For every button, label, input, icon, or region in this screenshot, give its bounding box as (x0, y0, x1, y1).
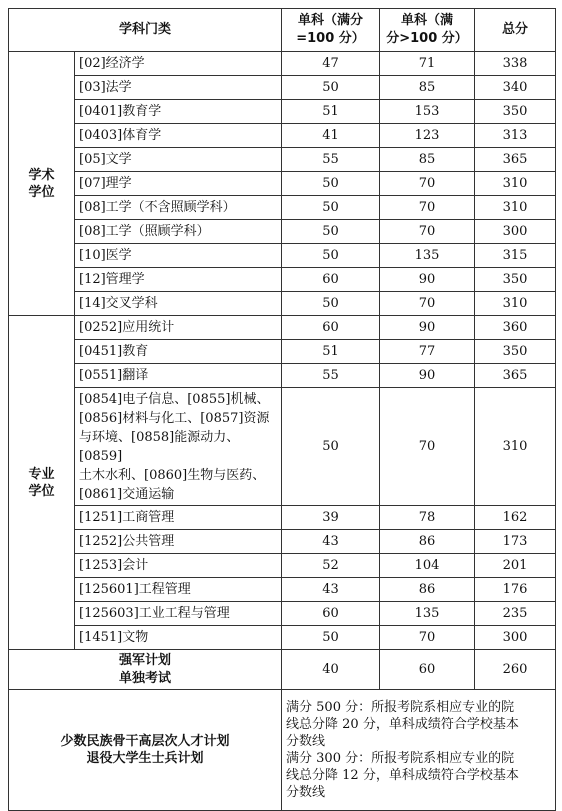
subject-cell (75, 148, 282, 172)
subject-cell-text: [1451]文物 (79, 630, 149, 645)
single-over-100-cell-text: 70 (418, 439, 436, 454)
total-cell-text: 310 (502, 200, 528, 215)
total-cell (475, 244, 556, 268)
single-over-100-cell (380, 578, 475, 602)
single-100-cell-text: 50 (322, 296, 339, 311)
subject-cell (75, 124, 282, 148)
single-100-cell-text: 50 (322, 80, 339, 95)
single-over-100-cell (380, 650, 475, 690)
single-over-100-cell (380, 626, 475, 650)
single-100-cell-text: 51 (322, 344, 339, 359)
total-cell (475, 196, 556, 220)
total-cell-text: 201 (502, 558, 528, 573)
single-100-cell-text: 52 (322, 558, 339, 573)
total-cell (475, 554, 556, 578)
single-100-cell (282, 554, 380, 578)
single-over-100-cell (380, 602, 475, 626)
single-over-100-cell-text: 71 (418, 56, 436, 71)
total-cell (475, 388, 556, 506)
single-100-cell (282, 124, 380, 148)
table-row (9, 268, 556, 292)
total-cell-text: 313 (502, 128, 528, 143)
subject-cell-text: [125601]工程管理 (79, 582, 191, 597)
total-cell (475, 578, 556, 602)
subject-cell-text: [1253]会计 (79, 558, 149, 573)
single-100-cell-text: 50 (322, 248, 339, 263)
minority-plan-note-text: 满分 500 分：所报考院系相应专业的院 线总分降 20 分，单科成绩符合学校基本 分数线 满分 300 分：所报考院系相应专业的院 线总分降 12 分，单科成绩符合学校基本 分数线 (286, 700, 519, 800)
subject-cell (75, 578, 282, 602)
subject-cell-text: [12]管理学 (79, 272, 145, 287)
total-cell-text: 300 (502, 630, 528, 645)
single-100-cell-text: 43 (322, 534, 339, 549)
subject-cell (75, 100, 282, 124)
single-100-cell (282, 148, 380, 172)
total-cell-text: 340 (502, 80, 528, 95)
total-cell (475, 650, 556, 690)
single-over-100-cell (380, 220, 475, 244)
single-over-100-cell-text: 78 (418, 510, 436, 525)
subject-cell (75, 364, 282, 388)
single-100-cell (282, 626, 380, 650)
single-over-100-cell-text: 135 (414, 248, 440, 263)
single-over-100-cell (380, 268, 475, 292)
minority-plan-label-text: 少数民族骨干高层次人才计划 退役大学生士兵计划 (60, 734, 230, 766)
single-over-100-cell (380, 76, 475, 100)
table-row (9, 220, 556, 244)
subject-cell (75, 220, 282, 244)
total-cell (475, 506, 556, 530)
subject-cell-text: [0401]教育学 (79, 104, 162, 119)
table-row (9, 292, 556, 316)
table-row (9, 172, 556, 196)
subject-cell (75, 602, 282, 626)
subject-cell-text: [03]法学 (79, 80, 132, 95)
single-over-100-cell-text: 60 (418, 662, 436, 677)
single-100-cell (282, 100, 380, 124)
single-100-cell-text: 39 (322, 510, 339, 525)
subject-cell (75, 340, 282, 364)
special-plan-row (9, 650, 556, 690)
total-cell-text: 310 (502, 296, 528, 311)
single-over-100-cell-text: 90 (418, 272, 436, 287)
single-over-100-cell (380, 340, 475, 364)
total-cell (475, 268, 556, 292)
single-over-100-cell-text: 77 (418, 344, 436, 359)
single-over-100-cell (380, 292, 475, 316)
subject-cell-text: [08]工学（不含照顾学科） (79, 200, 236, 215)
professional-degree-label-text: 专业 学位 (28, 466, 55, 499)
total-cell (475, 52, 556, 76)
table-row (9, 578, 556, 602)
total-cell-text: 350 (502, 344, 528, 359)
special-plan-label (9, 650, 282, 690)
single-over-100-cell-text: 104 (414, 558, 440, 573)
table-row (9, 124, 556, 148)
single-over-100-cell (380, 124, 475, 148)
subject-cell (75, 554, 282, 578)
single-100-cell (282, 602, 380, 626)
table-row (9, 76, 556, 100)
single-100-cell (282, 388, 380, 506)
single-100-cell (282, 340, 380, 364)
total-cell-text: 360 (502, 320, 528, 335)
total-cell-text: 235 (502, 606, 528, 621)
single-over-100-cell (380, 52, 475, 76)
subject-cell (75, 316, 282, 340)
subject-cell (75, 388, 282, 506)
total-cell (475, 530, 556, 554)
single-100-cell-text: 60 (322, 606, 339, 621)
single-100-cell-text: 51 (322, 104, 339, 119)
total-cell-text: 260 (502, 662, 528, 677)
single-100-cell (282, 530, 380, 554)
single-over-100-cell (380, 148, 475, 172)
total-cell (475, 340, 556, 364)
table-row (9, 100, 556, 124)
total-cell-text: 350 (502, 272, 528, 287)
total-cell (475, 172, 556, 196)
single-over-100-cell (380, 316, 475, 340)
single-100-cell-text: 60 (322, 272, 339, 287)
single-100-cell (282, 578, 380, 602)
single-over-100-cell-text: 70 (418, 630, 436, 645)
minority-plan-row (9, 690, 556, 811)
single-over-100-cell-text: 85 (418, 152, 436, 167)
total-cell (475, 220, 556, 244)
total-cell (475, 316, 556, 340)
score-table (8, 8, 556, 811)
single-over-100-cell (380, 388, 475, 506)
single-100-cell (282, 196, 380, 220)
total-cell-text: 365 (502, 368, 528, 383)
single-100-cell-text: 41 (322, 128, 339, 143)
table-row (9, 506, 556, 530)
subject-cell-text: [0854]电子信息、[0855]机械、 [0856]材料与化工、[0857]资源 与环境、[0858]能源动力、[0859] 土木水利、[0860]生物与医药、 [0861]交通运输 (79, 391, 270, 502)
special-plan-label-text: 强军计划 单独考试 (119, 652, 172, 686)
single-100-cell (282, 76, 380, 100)
subject-cell (75, 506, 282, 530)
single-100-cell (282, 52, 380, 76)
total-cell-text: 365 (502, 152, 528, 167)
academic-degree-label (9, 52, 75, 316)
total-cell (475, 100, 556, 124)
total-cell (475, 626, 556, 650)
subject-cell-text: [07]理学 (79, 176, 132, 191)
single-100-cell-text: 60 (322, 320, 339, 335)
total-cell (475, 364, 556, 388)
table-row (9, 316, 556, 340)
single-100-cell (282, 268, 380, 292)
single-100-cell-text: 47 (322, 56, 339, 71)
subject-cell (75, 292, 282, 316)
subject-cell-text: [1252]公共管理 (79, 534, 175, 549)
subject-cell-text: [05]文学 (79, 152, 132, 167)
header-row (9, 9, 556, 52)
subject-cell-text: [10]医学 (79, 248, 132, 263)
subject-cell-text: [0551]翻译 (79, 368, 149, 383)
subject-cell (75, 626, 282, 650)
subject-cell (75, 76, 282, 100)
subject-cell (75, 530, 282, 554)
single-100-cell-text: 50 (322, 224, 339, 239)
academic-degree-label-text: 学术 学位 (28, 167, 55, 200)
total-cell-text: 162 (502, 510, 528, 525)
table-row (9, 148, 556, 172)
header-single-100: 单科（满分 =100 分） (282, 9, 380, 52)
subject-cell-text: [08]工学（照顾学科） (79, 224, 210, 239)
total-cell-text: 310 (502, 176, 528, 191)
single-over-100-cell-text: 90 (418, 320, 436, 335)
table-body (9, 52, 556, 811)
total-cell (475, 602, 556, 626)
single-100-cell-text: 50 (322, 630, 339, 645)
professional-degree-label (9, 316, 75, 650)
single-100-cell-text: 55 (322, 368, 339, 383)
single-over-100-cell (380, 506, 475, 530)
table-row (9, 52, 556, 76)
minority-plan-label (9, 690, 282, 811)
single-over-100-cell-text: 90 (418, 368, 436, 383)
single-over-100-cell (380, 244, 475, 268)
single-100-cell-text: 40 (322, 662, 339, 677)
single-100-cell-text: 55 (322, 152, 339, 167)
single-100-cell (282, 244, 380, 268)
subject-cell-text: [02]经济学 (79, 56, 145, 71)
single-100-cell-text: 50 (322, 439, 339, 454)
header-single-over-100: 单科（满 分>100 分） (380, 9, 475, 52)
total-cell-text: 310 (502, 439, 528, 454)
single-100-cell (282, 650, 380, 690)
single-over-100-cell-text: 70 (418, 296, 436, 311)
total-cell-text: 350 (502, 104, 528, 119)
single-over-100-cell (380, 554, 475, 578)
single-over-100-cell (380, 100, 475, 124)
single-over-100-cell-text: 123 (414, 128, 440, 143)
subject-cell-text: [14]交叉学科 (79, 296, 158, 311)
single-over-100-cell (380, 530, 475, 554)
single-over-100-cell-text: 135 (414, 606, 440, 621)
total-cell-text: 315 (502, 248, 528, 263)
single-over-100-cell-text: 86 (418, 534, 436, 549)
subject-cell (75, 244, 282, 268)
table-row (9, 196, 556, 220)
table-row (9, 554, 556, 578)
single-100-cell (282, 506, 380, 530)
subject-cell-text: [0252]应用统计 (79, 320, 175, 335)
subject-cell (75, 268, 282, 292)
single-over-100-cell-text: 85 (418, 80, 436, 95)
table-row (9, 602, 556, 626)
single-100-cell (282, 220, 380, 244)
single-over-100-cell-text: 153 (414, 104, 440, 119)
single-over-100-cell-text: 70 (418, 224, 436, 239)
single-100-cell (282, 172, 380, 196)
table-row (9, 626, 556, 650)
minority-plan-note (282, 690, 556, 811)
single-100-cell-text: 50 (322, 176, 339, 191)
subject-cell (75, 52, 282, 76)
subject-cell (75, 196, 282, 220)
single-over-100-cell (380, 364, 475, 388)
subject-cell-text: [125603]工业工程与管理 (79, 606, 230, 621)
single-100-cell (282, 364, 380, 388)
total-cell (475, 292, 556, 316)
table-row (9, 340, 556, 364)
total-cell-text: 338 (502, 56, 528, 71)
single-over-100-cell (380, 196, 475, 220)
header-total: 总分 (475, 9, 556, 52)
single-over-100-cell-text: 70 (418, 200, 436, 215)
single-100-cell-text: 50 (322, 200, 339, 215)
table-row (9, 364, 556, 388)
subject-cell (75, 172, 282, 196)
single-100-cell (282, 292, 380, 316)
table-row (9, 530, 556, 554)
table-row (9, 244, 556, 268)
total-cell-text: 176 (502, 582, 528, 597)
subject-cell-text: [0451]教育 (79, 344, 149, 359)
total-cell (475, 76, 556, 100)
single-over-100-cell-text: 70 (418, 176, 436, 191)
total-cell (475, 124, 556, 148)
header-category: 学科门类 (9, 9, 282, 52)
total-cell (475, 148, 556, 172)
single-100-cell (282, 316, 380, 340)
total-cell-text: 173 (502, 534, 528, 549)
subject-cell-text: [0403]体育学 (79, 128, 162, 143)
table-row (9, 388, 556, 506)
single-over-100-cell-text: 86 (418, 582, 436, 597)
subject-cell-text: [1251]工商管理 (79, 510, 175, 525)
single-100-cell-text: 43 (322, 582, 339, 597)
single-over-100-cell (380, 172, 475, 196)
total-cell-text: 300 (502, 224, 528, 239)
